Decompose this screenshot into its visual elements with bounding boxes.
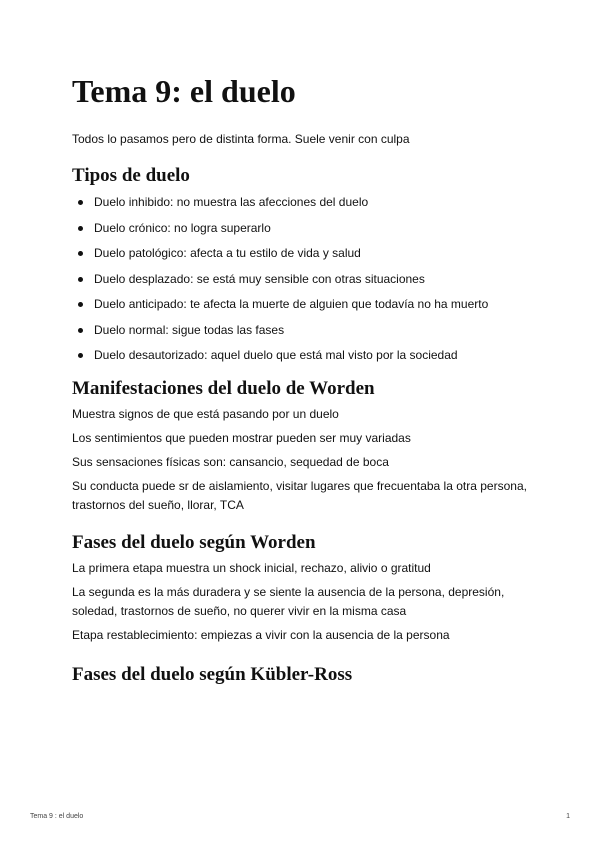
footer-label: Tema 9 : el duelo <box>30 813 84 820</box>
bullet-icon <box>78 353 83 358</box>
section-fases-worden <box>72 531 532 645</box>
paragraph: La segunda es la más duradera y se siente la ausencia de la persona, depresión, soledad, trastornos de sueño, no querer vivir en la misma casa <box>72 585 505 618</box>
page-title: Tema 9: el duelo <box>72 73 296 109</box>
paragraph: Sus sensaciones físicas son: cansancio, sequedad de boca <box>72 455 389 469</box>
paragraph: Muestra signos de que está pasando por un duelo <box>72 407 339 421</box>
list-item <box>72 245 532 261</box>
paragraph: Etapa restablecimiento: empiezas a vivir con la ausencia de la persona <box>72 628 450 642</box>
page-number: 1 <box>566 813 570 820</box>
section-manifestaciones <box>72 377 532 515</box>
list-item <box>72 194 532 210</box>
bullet-icon <box>78 251 83 256</box>
list-item-text: Duelo desautorizado: aquel duelo que está mal visto por la sociedad <box>94 348 458 362</box>
paragraph: La primera etapa muestra un shock inicial, rechazo, alivio o gratitud <box>72 561 431 575</box>
list-item <box>72 271 532 287</box>
page-footer <box>30 812 570 822</box>
bullet-icon <box>78 302 83 307</box>
paragraph: Los sentimientos que pueden mostrar pueden ser muy variadas <box>72 431 411 445</box>
list-item-text: Duelo desplazado: se está muy sensible con otras situaciones <box>94 271 425 286</box>
section-tipos <box>72 164 532 363</box>
paragraph: Su conducta puede sr de aislamiento, visitar lugares que frecuentaba la otra persona, trastornos del sueño, llorar, TCA <box>72 479 527 512</box>
bullet-icon <box>78 226 83 231</box>
list-item <box>72 296 532 312</box>
intro-paragraph: Todos lo pasamos pero de distinta forma. Suele venir con culpa <box>72 132 410 146</box>
list-item-text: Duelo normal: sigue todas las fases <box>94 322 285 337</box>
section-heading-fases-worden: Fases del duelo según Worden <box>72 532 316 553</box>
section-fases-kubler <box>72 663 532 687</box>
list-item-text: Duelo anticipado: te afecta la muerte de alguien que todavía no ha muerto <box>94 297 489 311</box>
tipos-list <box>72 194 532 363</box>
list-item <box>72 322 532 338</box>
bullet-icon <box>78 328 83 333</box>
list-item-text: Duelo crónico: no logra superarlo <box>94 220 271 235</box>
section-heading-manifestaciones: Manifestaciones del duelo de Worden <box>72 378 375 399</box>
document-body <box>72 70 532 687</box>
section-heading-tipos: Tipos de duelo <box>72 165 190 186</box>
list-item-text: Duelo patológico: afecta a tu estilo de vida y salud <box>94 246 361 260</box>
bullet-icon <box>78 200 83 205</box>
bullet-icon <box>78 277 83 282</box>
list-item-text: Duelo inhibido: no muestra las afecciones del duelo <box>94 195 369 209</box>
list-item <box>72 347 532 363</box>
section-heading-fases-kubler: Fases del duelo según Kübler-Ross <box>72 664 353 685</box>
list-item <box>72 220 532 236</box>
